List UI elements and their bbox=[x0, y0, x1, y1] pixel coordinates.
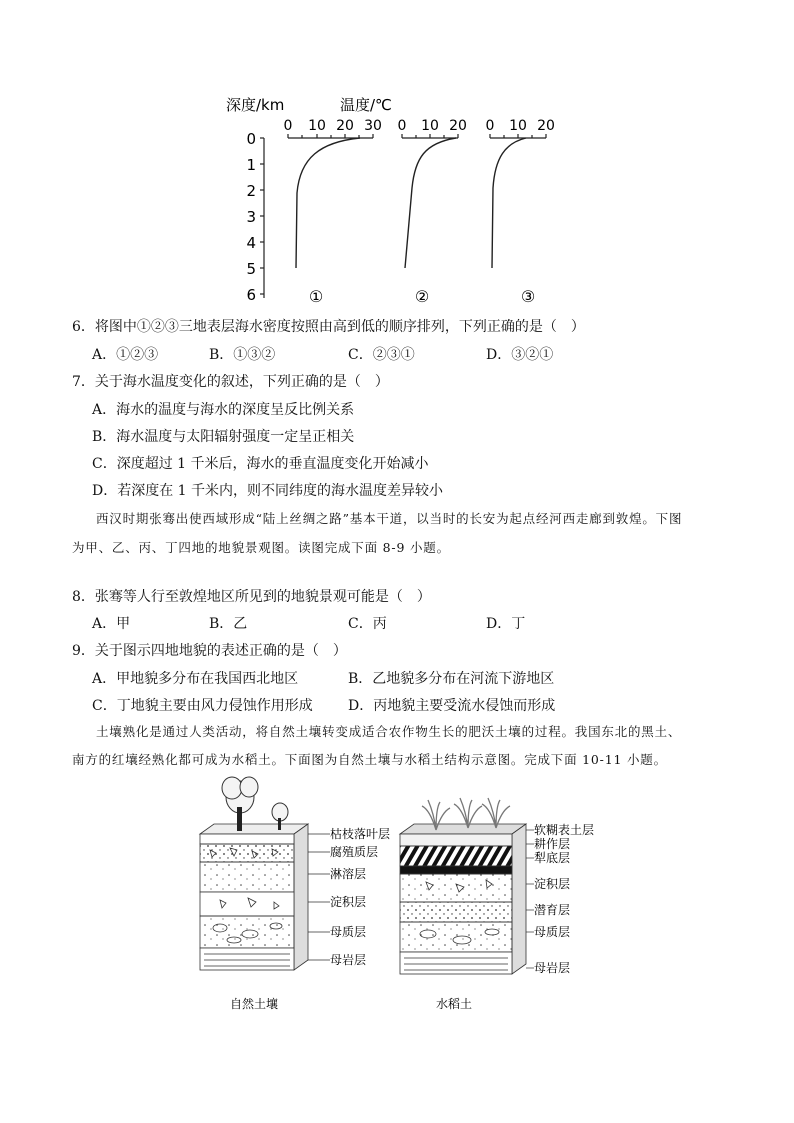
q8-option-d[interactable]: D．丁 bbox=[486, 616, 526, 632]
temp-tick: 10 bbox=[308, 118, 326, 134]
q6-option-a[interactable]: A．①②③ bbox=[92, 347, 159, 363]
q7-option-c[interactable]: C．深度超过 1 千米后，海水的垂直温度变化开始减小 bbox=[92, 456, 429, 472]
panel-label-2: ② bbox=[414, 287, 430, 306]
temp-tick: 30 bbox=[364, 118, 382, 134]
soil-profile-figure bbox=[190, 772, 610, 1018]
question-7-stem: 7．关于海水温度变化的叙述，下列正确的是（ ） bbox=[72, 374, 389, 390]
q9-option-a[interactable]: A．甲地貌多分布在我国西北地区 bbox=[92, 671, 299, 687]
q8-option-b[interactable]: B．乙 bbox=[209, 616, 248, 632]
intro-8-9-line-2: 为甲、乙、丙、丁四地的地貌景观图。读图完成下面 8-9 小题。 bbox=[72, 540, 450, 555]
intro-10-11-line-2: 南方的红壤经熟化都可成为水稻土。下面图为自然土壤与水稻土结构示意图。完成下面 10-11 小题。 bbox=[72, 752, 667, 767]
q6-option-b[interactable]: B．①③② bbox=[209, 347, 276, 363]
temp-tick: 0 bbox=[283, 118, 293, 134]
natural-layer-label: 母质层 bbox=[330, 925, 367, 939]
depth-tick: 3 bbox=[246, 208, 256, 226]
paddy-layer-label: 母岩层 bbox=[534, 961, 571, 975]
profile-panel-3 bbox=[486, 118, 555, 306]
depth-tick: 0 bbox=[246, 130, 256, 148]
q6-option-c[interactable]: C．②③① bbox=[348, 347, 415, 363]
temperature-curve-3 bbox=[492, 138, 526, 268]
paddy-soil-caption: 水稻土 bbox=[436, 997, 473, 1011]
paddy-soil-block bbox=[400, 798, 526, 1011]
q9-option-c[interactable]: C．丁地貌主要由风力侵蚀作用形成 bbox=[92, 698, 313, 714]
q8-option-a[interactable]: A．甲 bbox=[92, 616, 131, 632]
temp-tick: 20 bbox=[537, 118, 555, 134]
depth-tick: 1 bbox=[246, 156, 256, 174]
intro-8-9-line-1: 西汉时期张骞出使西域形成“陆上丝绸之路”基本干道，以当时的长安为起点经河西走廊到敦煌。下图 bbox=[96, 511, 683, 526]
temperature-curve-2 bbox=[405, 138, 456, 268]
temperature-curve-1 bbox=[296, 138, 360, 268]
tree-icon bbox=[222, 777, 288, 831]
natural-layer-label: 淀积层 bbox=[330, 895, 367, 909]
question-6-stem: 6．将图中①②③三地表层海水密度按照由高到低的顺序排列，下列正确的是（ ） bbox=[72, 319, 585, 335]
depth-ticks bbox=[246, 130, 256, 304]
panel-label-3: ③ bbox=[520, 287, 536, 306]
natural-layer-label: 淋溶层 bbox=[330, 867, 367, 881]
paddy-layer-label: 母质层 bbox=[534, 925, 571, 939]
paddy-layer-label: 软糊表土层 bbox=[534, 823, 595, 837]
q7-option-a[interactable]: A．海水的温度与海水的深度呈反比例关系 bbox=[92, 402, 355, 418]
paddy-layer-label: 淀积层 bbox=[534, 877, 571, 891]
paddy-layer-label: 潜育层 bbox=[534, 903, 571, 917]
question-8-stem: 8．张骞等人行至敦煌地区所见到的地貌景观可能是（ ） bbox=[72, 589, 431, 605]
panel-label-1: ① bbox=[308, 287, 324, 306]
temp-tick: 0 bbox=[485, 118, 495, 134]
natural-soil-caption: 自然土壤 bbox=[230, 997, 279, 1011]
natural-layer-label: 腐殖质层 bbox=[330, 845, 379, 859]
temp-tick: 10 bbox=[421, 118, 439, 134]
q6-option-d[interactable]: D．③②① bbox=[486, 347, 554, 363]
paddy-layer-label: 犁底层 bbox=[534, 851, 571, 865]
depth-tick: 5 bbox=[246, 260, 256, 278]
q9-option-d[interactable]: D．丙地貌主要受流水侵蚀而形成 bbox=[348, 698, 556, 714]
paddy-soil-labels bbox=[526, 830, 534, 968]
temperature-axis-label: 温度/℃ bbox=[340, 96, 392, 114]
sea-temperature-figure bbox=[220, 88, 580, 310]
natural-layer-label: 母岩层 bbox=[330, 953, 367, 967]
paddy-layer-label: 耕作层 bbox=[534, 837, 571, 851]
question-9-stem: 9．关于图示四地地貌的表述正确的是（ ） bbox=[72, 643, 347, 659]
q7-option-b[interactable]: B．海水温度与太阳辐射强度一定呈正相关 bbox=[92, 429, 355, 445]
intro-10-11-line-1: 土壤熟化是通过人类活动，将自然土壤转变成适合农作物生长的肥沃土壤的过程。我国东北的黑土、 bbox=[96, 724, 682, 739]
natural-soil-block bbox=[200, 777, 308, 1011]
temp-tick: 20 bbox=[449, 118, 467, 134]
natural-soil-labels bbox=[308, 834, 330, 960]
depth-tick: 4 bbox=[246, 234, 256, 252]
q8-option-c[interactable]: C．丙 bbox=[348, 616, 387, 632]
q7-option-d[interactable]: D．若深度在 1 千米内，则不同纬度的海水温度差异较小 bbox=[92, 483, 444, 499]
depth-tick: 2 bbox=[246, 182, 256, 200]
profile-panel-2 bbox=[398, 118, 467, 306]
q9-option-b[interactable]: B．乙地貌多分布在河流下游地区 bbox=[348, 671, 555, 687]
natural-layer-label: 枯枝落叶层 bbox=[330, 827, 391, 841]
temp-tick: 10 bbox=[509, 118, 527, 134]
temp-tick: 20 bbox=[336, 118, 354, 134]
temp-tick: 0 bbox=[397, 118, 407, 134]
profile-panel-1 bbox=[284, 118, 382, 306]
depth-tick: 6 bbox=[246, 286, 256, 304]
depth-axis-label: 深度/km bbox=[226, 96, 285, 114]
